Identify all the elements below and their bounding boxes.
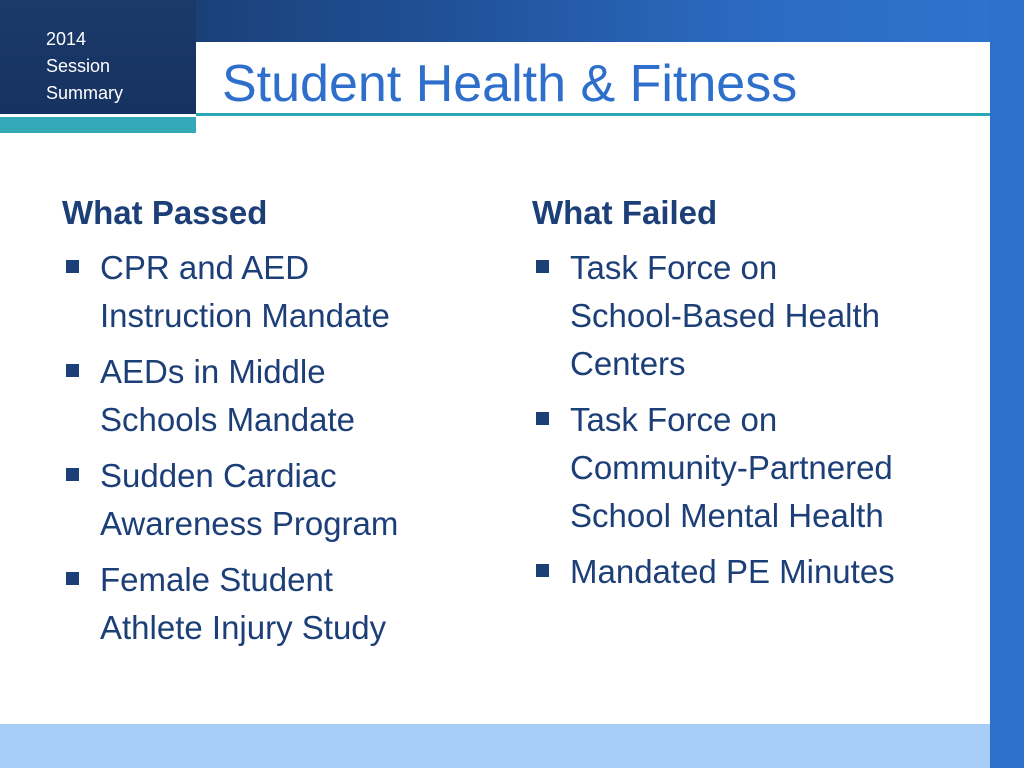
teal-accent-block <box>0 117 196 133</box>
square-bullet-icon <box>66 468 79 481</box>
right-accent-bar <box>990 0 1024 768</box>
failed-list <box>532 244 972 596</box>
what-passed-column <box>62 190 482 660</box>
list-item: CPR and AED Instruction Mandate <box>62 244 482 340</box>
bottom-accent-strip <box>0 724 990 768</box>
list-item: Female Student Athlete Injury Study <box>62 556 482 652</box>
square-bullet-icon <box>536 260 549 273</box>
list-item: Task Force on School-Based Health Centers <box>532 244 972 388</box>
session-word: Session <box>46 56 111 76</box>
session-badge <box>0 0 196 114</box>
square-bullet-icon <box>536 412 549 425</box>
list-item: Sudden Cardiac Awareness Program <box>62 452 482 548</box>
list-item: Mandated PE Minutes <box>532 548 972 596</box>
summary-word: Summary <box>46 83 124 103</box>
list-item: AEDs in Middle Schools Mandate <box>62 348 482 444</box>
square-bullet-icon <box>66 364 79 377</box>
passed-list <box>62 244 482 652</box>
title-underline <box>196 113 990 116</box>
session-badge-text <box>46 26 123 107</box>
square-bullet-icon <box>536 564 549 577</box>
what-failed-column <box>532 190 972 604</box>
slide-title: Student Health & Fitness <box>222 55 798 113</box>
what-passed-heading: What Passed <box>62 194 268 231</box>
square-bullet-icon <box>66 260 79 273</box>
square-bullet-icon <box>66 572 79 585</box>
session-year: 2014 <box>46 29 87 49</box>
list-item: Task Force on Community-Partnered School Mental Health <box>532 396 972 540</box>
what-failed-heading: What Failed <box>532 194 718 231</box>
